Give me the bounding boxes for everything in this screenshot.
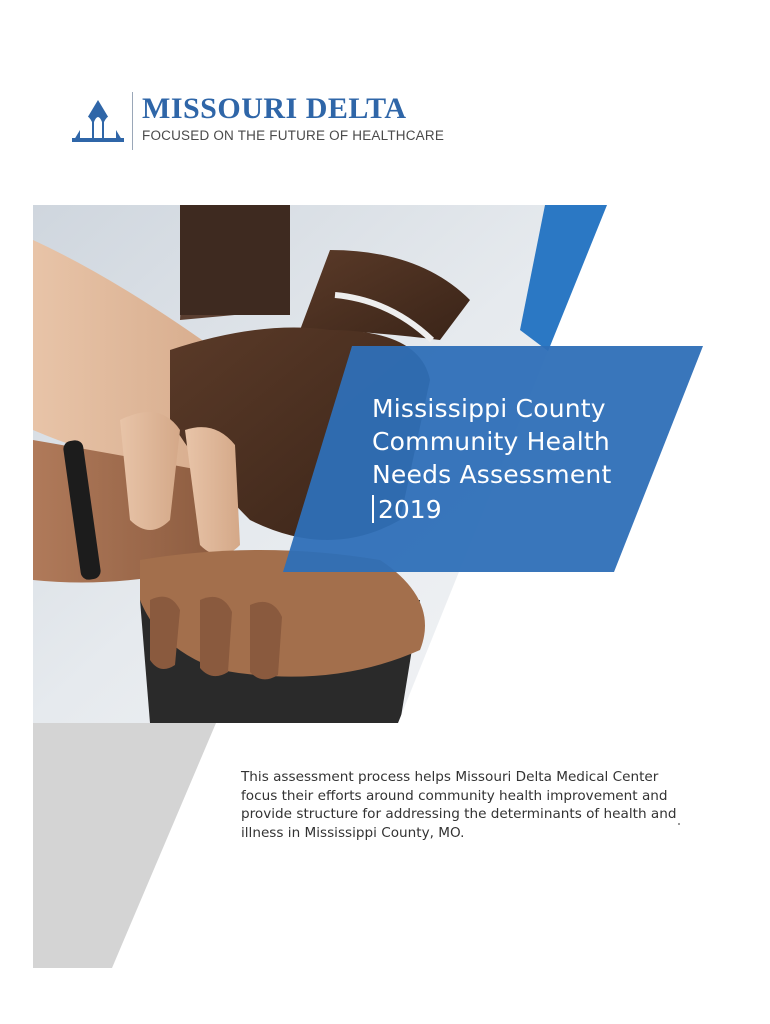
organization-name: MISSOURI DELTA: [142, 92, 407, 125]
gray-accent-wedge: [33, 723, 216, 968]
year-bar: [372, 495, 374, 523]
title-line-1: Mississippi County: [372, 394, 606, 423]
description-text: This assessment process helps Missouri Delta Medical Center focus their efforts around community health improvement and provide structure for addressing the determinants of health and illness in Mississippi County, MO.: [241, 769, 677, 841]
report-year-text: 2019: [378, 495, 442, 524]
report-title: [372, 392, 672, 526]
report-year: [372, 493, 672, 526]
cover-description: [241, 768, 681, 842]
stray-mark: [678, 823, 680, 825]
organization-tagline: FOCUSED ON THE FUTURE OF HEALTHCARE: [142, 128, 445, 143]
title-line-2: Community Health: [372, 427, 610, 456]
title-line-3: Needs Assessment: [372, 460, 612, 489]
